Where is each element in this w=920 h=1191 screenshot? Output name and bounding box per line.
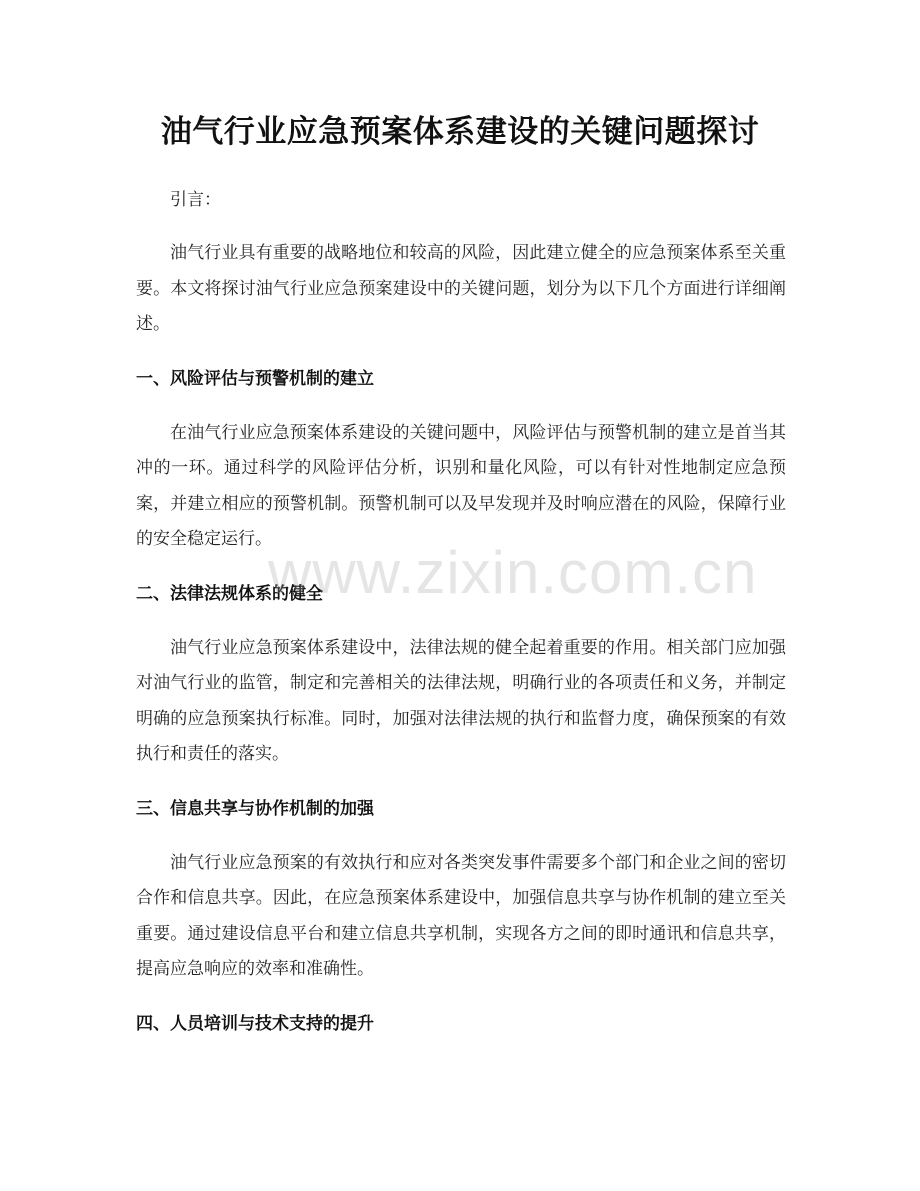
section-heading-4: 四、人员培训与技术支持的提升 (136, 1013, 374, 1034)
intro-label: 引言： (170, 190, 221, 210)
section-heading-3: 三、信息共享与协作机制的加强 (136, 798, 374, 819)
section-heading-2: 二、法律法规体系的健全 (136, 583, 323, 604)
section-heading-1: 一、风险评估与预警机制的建立 (136, 368, 374, 389)
watermark: www.zixin.com.cn (268, 539, 758, 606)
document-body (136, 182, 786, 1061)
section-body-3: 油气行业应急预案的有效执行和应对各类突发事件需要多个部门和企业之间的密切合作和信息共享。因此，在应急预案体系建设中，加强信息共享与协作机制的建立至关重要。通过建设信息平台和建立信息共享机制，实现各方之间的即时通讯和信息共享，提高应急响应的效率和准确性。 (136, 852, 786, 979)
section-body-2: 油气行业应急预案体系建设中，法律法规的健全起着重要的作用。相关部门应加强对油气行业的监管，制定和完善相关的法律法规，明确行业的各项责任和义务，并制定明确的应急预案执行标准。同时，加强对法律法规的执行和监督力度，确保预案的有效执行和责任的落实。 (136, 637, 786, 764)
intro-paragraph: 油气行业具有重要的战略地位和较高的风险，因此建立健全的应急预案体系至关重要。本文将探讨油气行业应急预案建设中的关键问题，划分为以下几个方面进行详细阐述。 (136, 243, 786, 334)
section-body-1: 在油气行业应急预案体系建设的关键问题中，风险评估与预警机制的建立是首当其冲的一环。通过科学的风险评估分析，识别和量化风险，可以有针对性地制定应急预案，并建立相应的预警机制。预警机制可以及早发现并及时响应潜在的风险，保障行业的安全稳定运行。 (136, 422, 786, 549)
document-title: 油气行业应急预案体系建设的关键问题探讨 (160, 114, 760, 150)
